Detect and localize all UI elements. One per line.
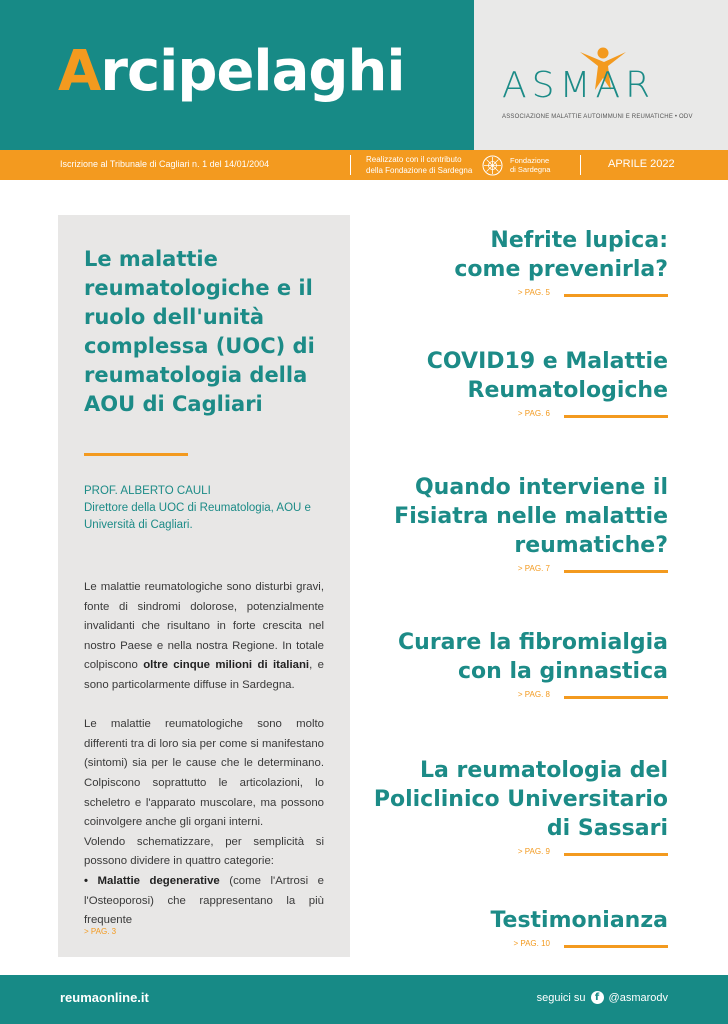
body-paragraph: Le malattie reumatologiche sono molto differenti tra di loro sia per come si manifestano (sintomi) sia per le cause che le determinano. Colpiscono soprattutto le articolazioni, lo scheletro e l'apparato muscolare, ma possono coinvolgere anche gli organi interni.	[84, 718, 324, 829]
contribution-line-2: della Fondazione di Sardegna	[366, 166, 473, 175]
contribution-text	[366, 154, 472, 176]
toc-entry[interactable]	[427, 347, 668, 423]
toc-entry[interactable]	[490, 906, 668, 953]
orange-rule	[564, 570, 668, 573]
toc-entry-title: come prevenirla?	[454, 257, 668, 282]
page-reference[interactable]: > PAG. 6	[517, 409, 550, 418]
toc-entry[interactable]	[454, 226, 668, 302]
toc-entry-footer	[490, 939, 668, 953]
toc-entry-title: Testimonianza	[490, 908, 668, 933]
page-reference[interactable]: > PAG. 7	[517, 564, 550, 573]
foundation-name-line-1: Fondazione	[510, 156, 550, 165]
toc-entry[interactable]	[374, 756, 668, 861]
author-name: PROF. ALBERTO CAULI	[84, 485, 211, 497]
orange-rule	[564, 853, 668, 856]
toc-entry-footer	[374, 847, 668, 861]
author-block	[84, 483, 344, 534]
website-link[interactable]: reumaonline.it	[60, 990, 149, 1005]
footer-bar	[0, 975, 728, 1024]
toc-entry-title: Policlinico Universitario	[373, 787, 668, 812]
info-bar	[0, 150, 728, 180]
toc-entry-title: COVID19 e Malattie	[426, 349, 668, 374]
toc-entry-footer	[454, 288, 668, 302]
asmar-logo-subtitle: ASSOCIAZIONE MALATTIE AUTOIMMUNI E REUMATICHE • ODV	[502, 114, 693, 120]
toc-entry-footer	[394, 564, 668, 578]
featured-article-title: Le malattie reumatologiche e il ruolo dell'unità complessa (UOC) di reumatologia della AOU di Cagliari	[84, 247, 315, 416]
toc-entry-title: La reumatologia del	[419, 758, 668, 783]
toc-entry-title: Nefrite lupica:	[490, 228, 668, 253]
registration-text: Iscrizione al Tribunale di Cagliari n. 1 del 14/01/2004	[60, 159, 270, 169]
orange-rule	[564, 294, 668, 297]
page-reference[interactable]: > PAG. 3	[84, 927, 117, 936]
toc-entry-title: di Sassari	[546, 816, 668, 841]
toc-entry-footer	[398, 690, 668, 704]
body-text: , e sono particolarmente diffuse in Sardegna.	[84, 659, 324, 691]
body-paragraph: Volendo schematizzare, per semplicità si possono dividere in quattro categorie:	[84, 835, 324, 868]
issue-date: APRILE 2022	[608, 158, 675, 170]
featured-article-card[interactable]	[58, 215, 350, 957]
body-bold-text: oltre cinque milioni di italiani	[143, 659, 310, 672]
page-reference[interactable]: > PAG. 10	[513, 939, 550, 948]
foundation-name-line-2: di Sardegna	[510, 165, 551, 174]
asmar-logo	[500, 50, 700, 130]
title-rest: rcipelaghi	[100, 39, 405, 104]
orange-rule	[564, 945, 668, 948]
page-reference[interactable]: > PAG. 8	[517, 690, 550, 699]
contribution-line-1: Realizzato con il contributo	[366, 155, 462, 164]
toc-entry-title: Reumatologiche	[467, 378, 668, 403]
bullet: •	[84, 874, 98, 887]
body-paragraph	[84, 578, 324, 696]
toc-entry[interactable]	[394, 473, 668, 578]
asmar-logo-wordmark: ASMAR	[502, 65, 656, 106]
follow-label: seguici su	[536, 991, 586, 1004]
body-text: Le malattie reumatologiche sono disturbi gravi, fonte di sindromi dolorose, potenzialmente invalidanti che risultano in forte crescita nel nostro Paese e nella nostra Regione. In totale colpiscono	[84, 581, 324, 672]
body-text: (come l'Artrosi e l'Osteoporosi) che rappresentano la più frequente	[84, 874, 324, 927]
orange-rule	[564, 415, 668, 418]
toc-entry-footer	[427, 409, 668, 423]
info-bar-divider	[580, 155, 581, 175]
facebook-icon[interactable]: f	[591, 991, 604, 1004]
foundation-name	[510, 156, 550, 174]
author-role: Direttore della UOC di Reumatologia, AOU e Università di Cagliari.	[84, 502, 311, 531]
orange-rule	[84, 453, 188, 456]
title-first-letter: A	[58, 39, 101, 104]
toc-entry[interactable]	[398, 628, 668, 704]
page-reference[interactable]: > PAG. 9	[517, 847, 550, 856]
toc-entry-title: reumatiche?	[514, 533, 668, 558]
orange-rule	[564, 696, 668, 699]
fondazione-sardegna-icon	[482, 155, 503, 176]
toc-entry-title: Quando interviene il	[414, 475, 668, 500]
toc-entry-title: Curare la fibromialgia	[398, 630, 668, 655]
social-links[interactable]	[537, 991, 668, 1004]
body-bold-text: Malattie degenerative	[97, 874, 220, 887]
body-paragraph	[84, 872, 324, 931]
toc-entry-title: Fisiatra nelle malattie	[394, 504, 668, 529]
publication-title	[58, 39, 405, 104]
article-body	[84, 578, 324, 931]
toc-entry-title: con la ginnastica	[457, 659, 668, 684]
social-handle[interactable]: @asmarodv	[608, 991, 668, 1004]
info-bar-divider	[350, 155, 351, 175]
page-reference[interactable]: > PAG. 5	[517, 288, 550, 297]
